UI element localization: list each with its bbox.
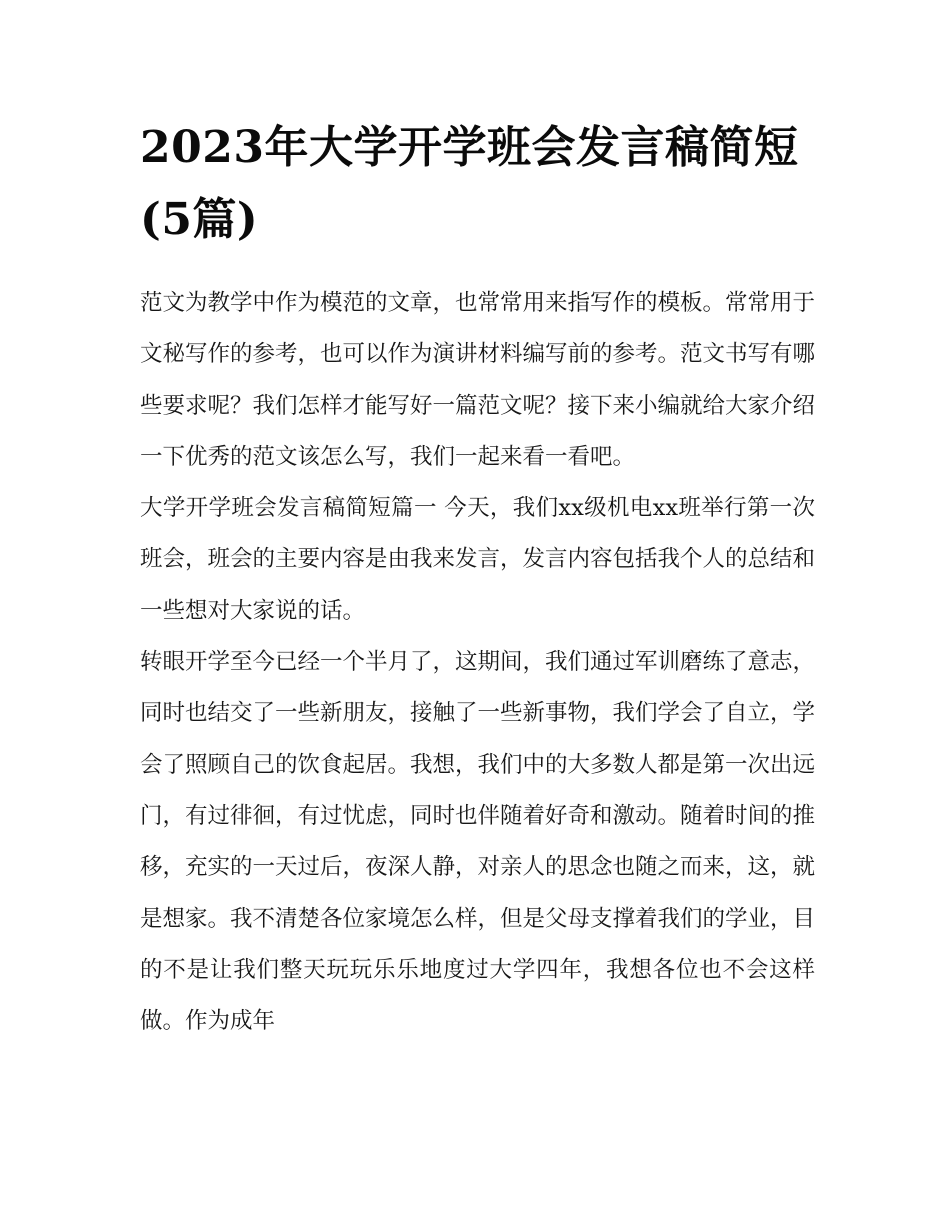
body-paragraph: 转眼开学至今已经一个半月了，这期间，我们通过军训磨练了意志，同时也结交了一些新朋友，接触了一些新事物，我们学会了自立，学会了照顾自己的饮食起居。我想，我们中的大多数人都是第一次出远门，有过徘徊，有过忧虑，同时也伴随着好奇和激动。随着时间的推移，充实的一天过后，夜深人静，对亲人的思念也随之而来，这，就是想家。我不清楚各位家境怎么样，但是父母支撑着我们的学业，目的不是让我们整天玩玩乐乐地度过大学四年，我想各位也不会这样做。作为成年 bbox=[140, 649, 816, 1035]
document-body bbox=[140, 112, 815, 1047]
section-one-paragraph: 大学开学班会发言稿简短篇一 今天，我们xx级机电xx班举行第一次班会，班会的主要内容是由我来发言，发言内容包括我个人的总结和一些想对大家说的话。 bbox=[140, 495, 816, 624]
intro-paragraph: 范文为教学中作为模范的文章，也常常用来指写作的模板。常常用于文秘写作的参考，也可以作为演讲材料编写前的参考。范文书写有哪些要求呢？我们怎样才能写好一篇范文呢？接下来小编就给大家介绍一下优秀的范文该怎么写，我们一起来看一看吧。 bbox=[140, 290, 816, 470]
document-title: 2023年大学开学班会发言稿简短(5篇) bbox=[140, 122, 799, 245]
